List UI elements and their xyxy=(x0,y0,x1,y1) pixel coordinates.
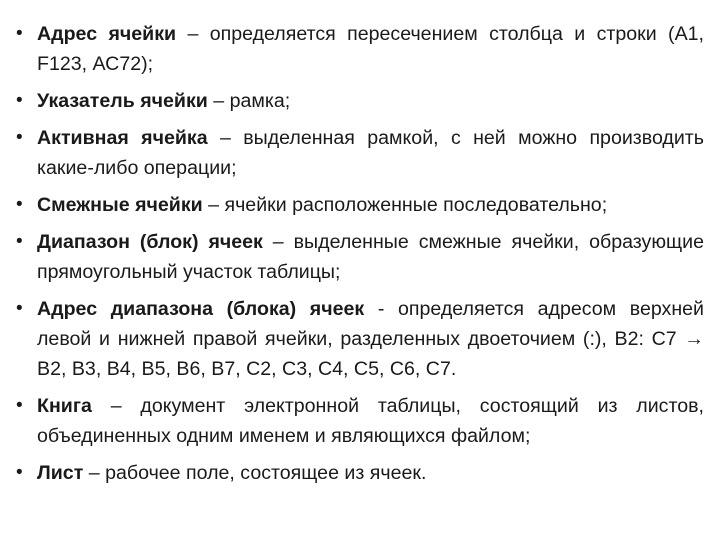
definition-text: – документ электронной таблицы, состоящий из листов, объединенных одним именем и являющихся файлом; xyxy=(37,395,704,447)
bullet-icon: • xyxy=(16,23,23,44)
definition-term: Лист xyxy=(37,462,84,484)
list-item xyxy=(14,86,704,116)
list-item xyxy=(14,458,704,488)
definition-term: Активная ячейка xyxy=(37,127,208,149)
slide-content xyxy=(14,19,704,488)
bullet-icon: • xyxy=(16,462,23,483)
list-item xyxy=(14,123,704,183)
definition-term: Книга xyxy=(37,395,92,417)
bullet-icon: • xyxy=(16,194,23,215)
bullet-icon: • xyxy=(16,231,23,252)
definition-term: Указатель ячейки xyxy=(37,90,208,112)
bullet-icon: • xyxy=(16,127,23,148)
bullet-icon: • xyxy=(16,298,23,319)
list-item xyxy=(14,391,704,451)
list-item xyxy=(14,190,704,220)
definition-term: Адрес диапазона (блока) ячеек xyxy=(37,298,365,320)
definition-text: – определяется пересечением столбца и строки (А1, F123, АС72); xyxy=(37,23,704,75)
bullet-icon: • xyxy=(16,395,23,416)
definition-text: – рамка; xyxy=(207,90,291,112)
definition-term: Адрес ячейки xyxy=(37,23,177,45)
definition-text: – рабочее поле, состоящее из ячеек. xyxy=(83,462,427,484)
list-item xyxy=(14,19,704,79)
definition-text: – выделенные смежные ячейки, образующие прямоугольный участок таблицы; xyxy=(37,231,704,283)
definition-list xyxy=(14,19,704,488)
list-item xyxy=(14,294,704,384)
definition-text: – выделенная рамкой, с ней можно производить какие-либо операции; xyxy=(37,127,704,179)
bullet-icon: • xyxy=(16,90,23,111)
definition-term: Диапазон (блок) ячеек xyxy=(37,231,263,253)
definition-text: - определяется адресом верхней левой и нижней правой ячейки, разделенных двоеточием (:), В2: С7 → В2, В3, В4, В5, В6, В7, С2, С3, С4, С5, С6, С7. xyxy=(37,298,704,380)
list-item xyxy=(14,227,704,287)
definition-text: – ячейки расположенные последовательно; xyxy=(202,194,608,216)
definition-term: Смежные ячейки xyxy=(37,194,203,216)
